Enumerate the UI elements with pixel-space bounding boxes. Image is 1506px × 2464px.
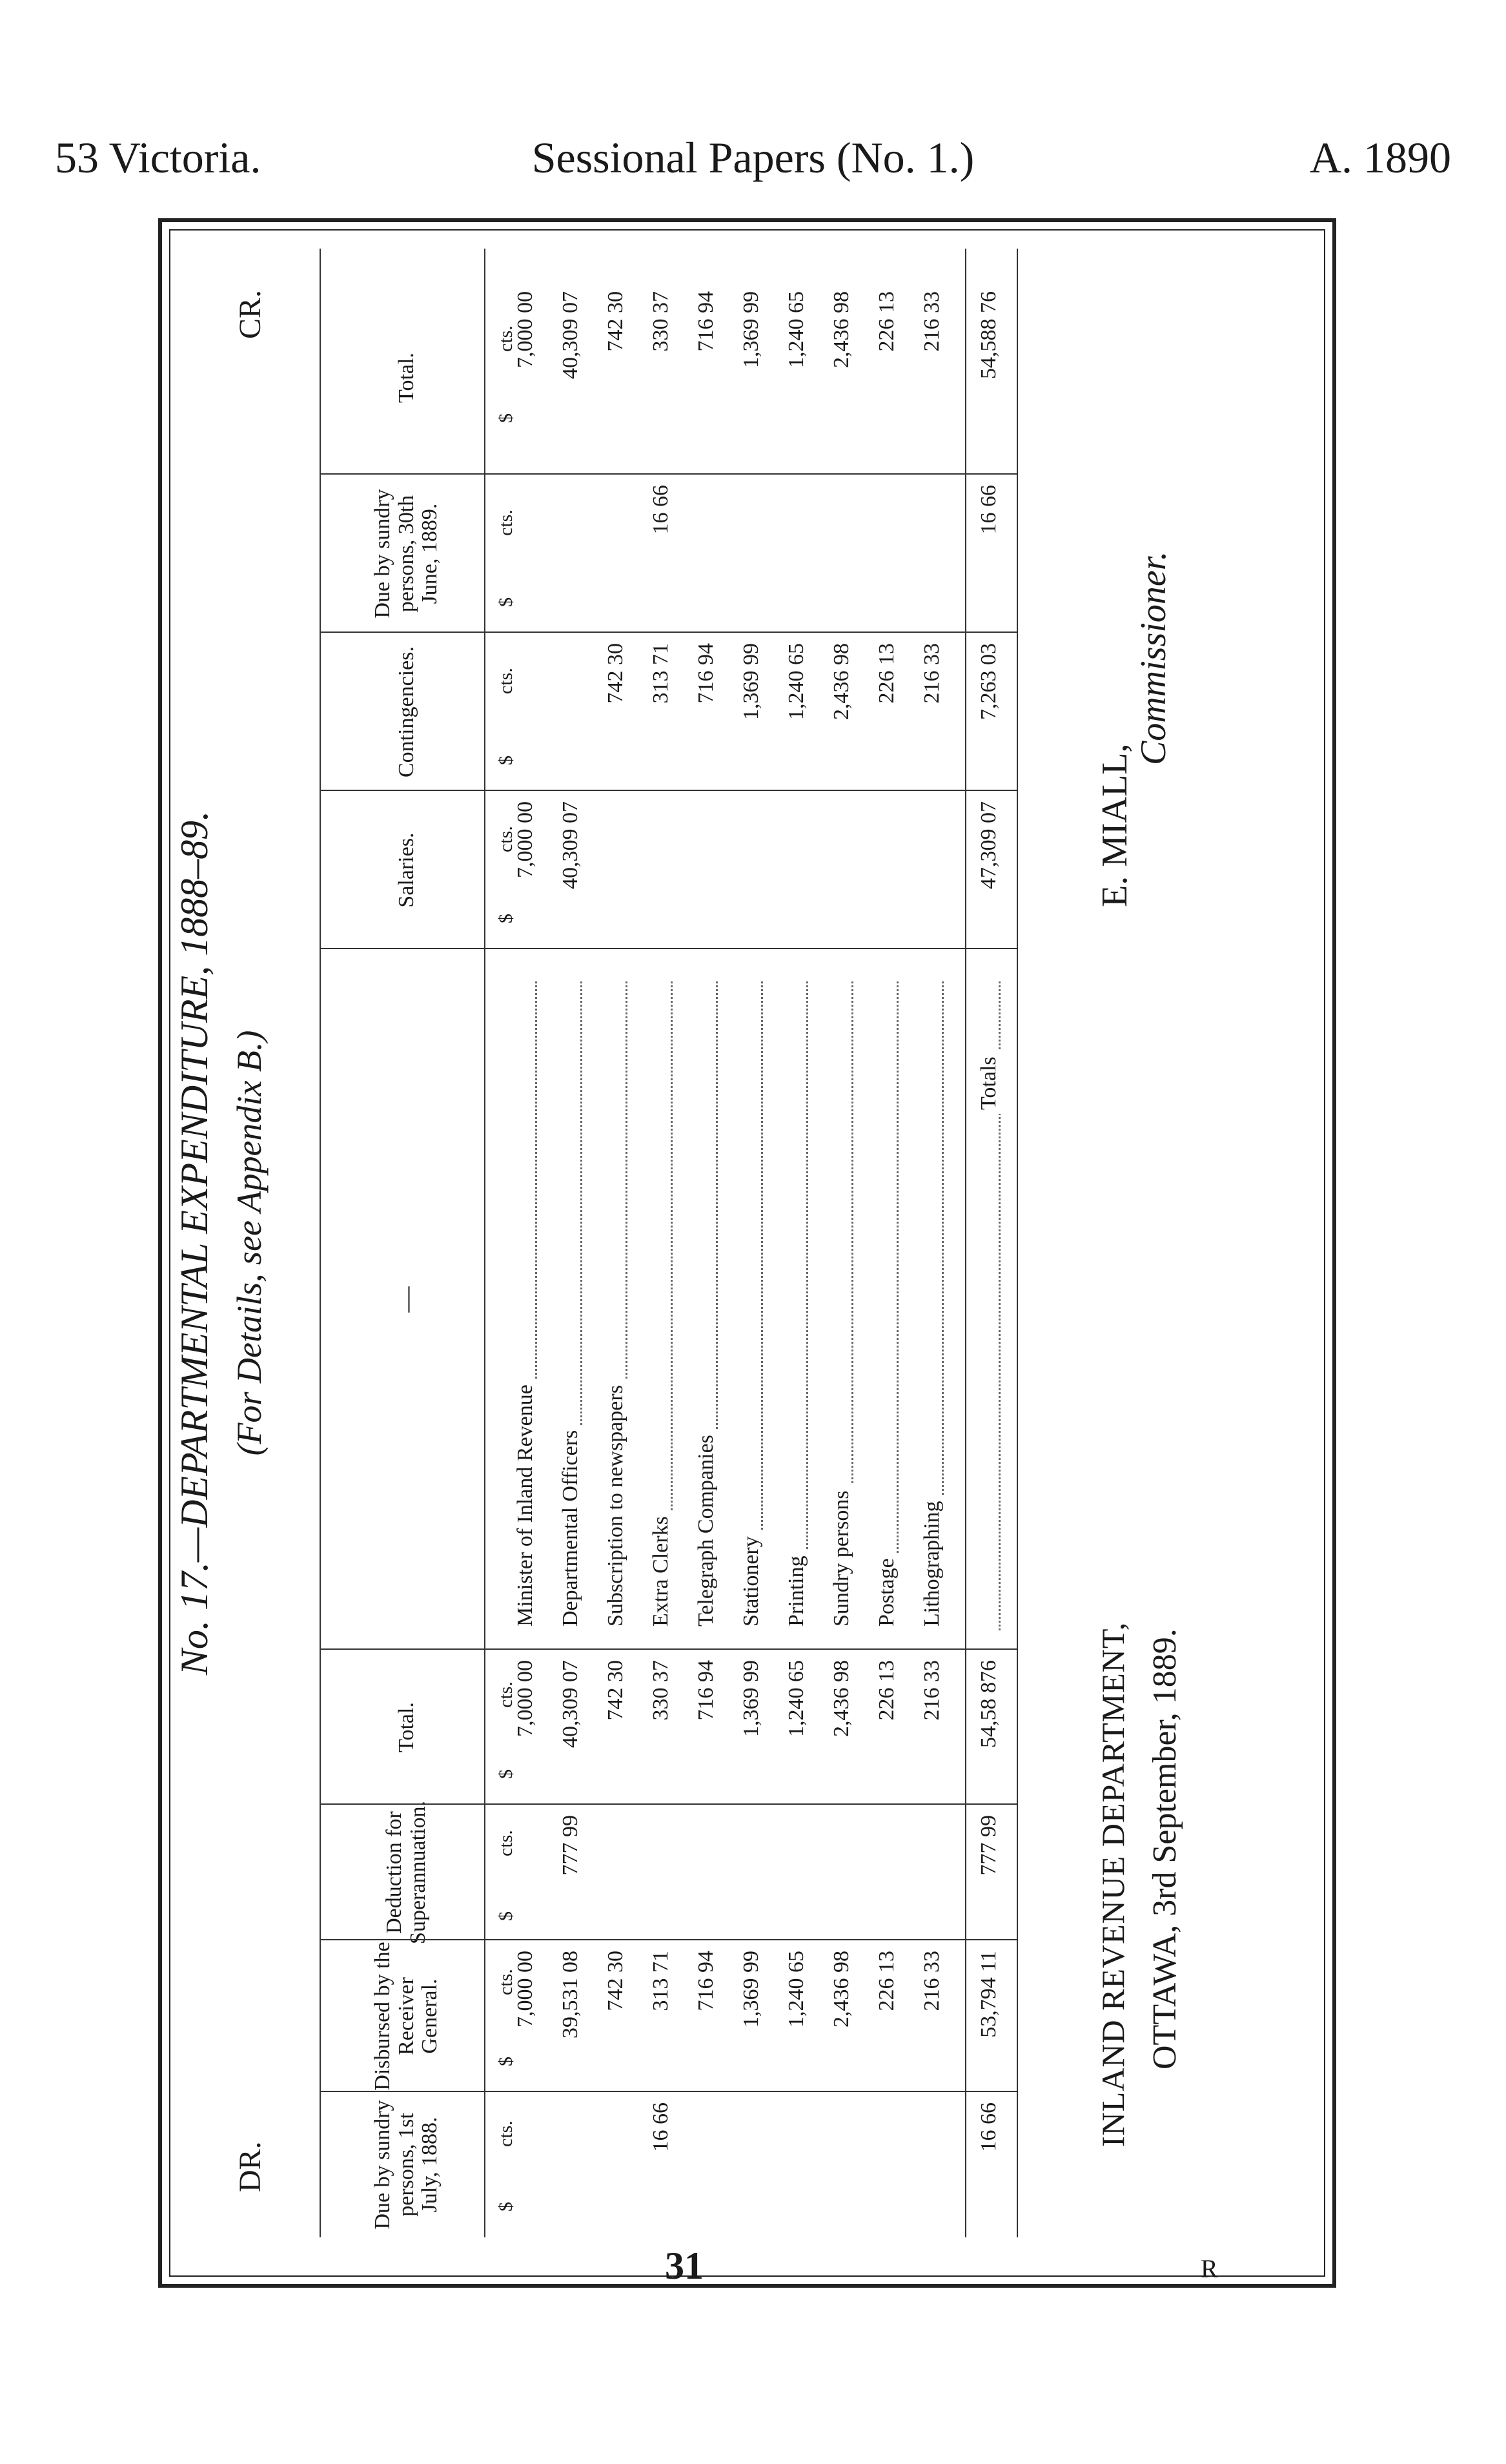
- rotated-table-page: [165, 236, 1301, 2250]
- cell-contingencies: 742 30: [604, 643, 627, 704]
- row-item-label: Sundry persons: [829, 1485, 854, 1630]
- credit-side-label: CR.: [233, 289, 267, 339]
- col-header-disbursed: Disbursed by the Receiver General.: [370, 1942, 442, 2091]
- place-and-date: OTTAWA, 3rd September, 1889.: [1146, 1628, 1183, 2069]
- department-name: INLAND REVENUE DEPARTMENT,: [1095, 1621, 1131, 2147]
- cell-total-right: 716 94: [694, 291, 718, 352]
- row-item-label: Telegraph Companies: [694, 1430, 718, 1630]
- cell-total-left: 7,000 00: [513, 1660, 537, 1737]
- cell-due-start: 16 66: [649, 2102, 673, 2152]
- expenditure-table: [320, 249, 1043, 2237]
- row-item-label: Minister of Inland Revenue: [513, 1379, 538, 1630]
- table-rule-bottom: [1017, 249, 1018, 2237]
- header-year: A. 1890: [1309, 133, 1451, 182]
- row-item-label: Printing: [784, 1550, 809, 1630]
- cell-contingencies: 226 13: [875, 643, 899, 704]
- column-rule: [320, 790, 1017, 791]
- total-cell-contingencies: 7,263 03: [977, 643, 1001, 720]
- cell-disbursed: 7,000 00: [513, 1951, 537, 2028]
- unit-cents: cts.: [495, 668, 516, 694]
- row-item-label: Departmental Officers: [558, 1425, 583, 1630]
- document-title: No. 17.—DEPARTMENTAL EXPENDITURE, 1888–89.: [173, 810, 216, 1676]
- cell-salaries: 7,000 00: [513, 801, 537, 878]
- total-cell-due-start: 16 66: [977, 2102, 1001, 2152]
- debit-side-label: DR.: [233, 2141, 267, 2192]
- cell-total-left: 226 13: [875, 1660, 899, 1721]
- column-rule: [320, 948, 1017, 949]
- unit-dollars: $: [495, 2057, 516, 2066]
- cell-total-right: 226 13: [875, 291, 899, 352]
- cell-total-left: 742 30: [604, 1660, 627, 1721]
- cell-disbursed: 2,436 98: [829, 1951, 853, 2028]
- total-cell-total-left: 54,58 876: [977, 1660, 1001, 1748]
- unit-cents: cts.: [495, 1830, 516, 1856]
- cell-total-left: 216 33: [920, 1660, 944, 1721]
- col-header-total-left: Total.: [394, 1702, 418, 1752]
- unit-cents: cts.: [495, 1969, 516, 1995]
- cell-total-left: 1,369 99: [739, 1660, 763, 1737]
- cell-contingencies: 1,240 65: [784, 643, 808, 720]
- cell-total-right: 1,369 99: [739, 291, 763, 368]
- cell-total-right: 330 37: [649, 291, 673, 352]
- col-header-total-right: Total.: [394, 353, 418, 403]
- unit-dollars: $: [495, 413, 516, 423]
- cell-contingencies: 313 71: [649, 643, 673, 704]
- cell-disbursed: 226 13: [875, 1951, 899, 2011]
- column-rule: [320, 1939, 1017, 1940]
- unit-cents: cts.: [495, 1681, 516, 1708]
- unit-dollars: $: [495, 1911, 516, 1921]
- cell-total-left: 2,436 98: [829, 1660, 853, 1737]
- unit-cents: cts.: [495, 826, 516, 852]
- totals-label: Totals: [977, 1051, 1001, 1114]
- column-rule: [320, 1648, 1017, 1650]
- total-cell-deduction: 777 99: [977, 1815, 1001, 1876]
- col-header-contingencies: Contingencies.: [394, 646, 418, 778]
- leader-dots: [897, 981, 899, 1630]
- row-item-label: Extra Clerks: [649, 1511, 673, 1630]
- row-item-label: Stationery: [739, 1531, 764, 1630]
- column-rule: [320, 2091, 1017, 2092]
- cell-total-left: 1,240 65: [784, 1660, 808, 1737]
- total-cell-due-end: 16 66: [977, 485, 1001, 535]
- unit-dollars: $: [495, 914, 516, 923]
- cell-disbursed: 216 33: [920, 1951, 944, 2011]
- total-cell-salaries: 47,309 07: [977, 801, 1001, 889]
- cell-total-left: 330 37: [649, 1660, 673, 1721]
- row-item-label: Subscription to newspapers: [604, 1380, 628, 1630]
- cell-salaries: 40,309 07: [558, 801, 582, 889]
- cell-total-right: 7,000 00: [513, 291, 537, 368]
- total-cell-disbursed: 53,794 11: [977, 1951, 1001, 2038]
- row-item-label: Lithographing: [920, 1495, 944, 1630]
- unit-cents: cts.: [495, 325, 516, 352]
- cell-total-right: 40,309 07: [558, 291, 582, 379]
- column-rule: [320, 631, 1017, 633]
- cell-disbursed: 1,369 99: [739, 1951, 763, 2028]
- unit-dollars: $: [495, 2202, 516, 2212]
- column-rule: [320, 1803, 1017, 1805]
- col-header-item: —: [392, 1286, 422, 1313]
- total-cell-total-right: 54,588 76: [977, 291, 1001, 379]
- unit-cents: cts.: [495, 509, 516, 536]
- leader-dots: [806, 981, 808, 1630]
- cell-disbursed: 39,531 08: [558, 1951, 582, 2038]
- cell-due-end: 16 66: [649, 485, 673, 535]
- cell-total-right: 2,436 98: [829, 291, 853, 368]
- header-volume: 53 Victoria.: [55, 133, 261, 182]
- header-series: Sessional Papers (No. 1.): [531, 133, 975, 182]
- cell-total-left: 716 94: [694, 1660, 718, 1721]
- unit-dollars: $: [495, 755, 516, 765]
- cell-contingencies: 716 94: [694, 643, 718, 704]
- cell-total-right: 742 30: [604, 291, 627, 352]
- cell-contingencies: 2,436 98: [829, 643, 853, 720]
- cell-contingencies: 1,369 99: [739, 643, 763, 720]
- col-header-due-start: Due by sundry persons, 1st July, 1888.: [370, 2100, 442, 2230]
- cell-disbursed: 742 30: [604, 1951, 627, 2011]
- cell-total-right: 1,240 65: [784, 291, 808, 368]
- page-number: 31: [665, 2244, 704, 2287]
- cell-total-right: 216 33: [920, 291, 944, 352]
- document-subtitle: (For Details, see Appendix B.): [230, 1030, 269, 1456]
- cell-disbursed: 1,240 65: [784, 1951, 808, 2028]
- row-item-label: Postage: [875, 1553, 899, 1630]
- cell-disbursed: 716 94: [694, 1951, 718, 2011]
- signature-mark: R: [1201, 2254, 1218, 2283]
- unit-dollars: $: [495, 1769, 516, 1779]
- signatory-name: E. MIALL,: [1095, 743, 1135, 907]
- cell-contingencies: 216 33: [920, 643, 944, 704]
- unit-cents: cts.: [495, 2120, 516, 2147]
- col-header-deduction: Deduction for Superannuation.: [382, 1801, 430, 1944]
- cell-deduction: 777 99: [558, 1815, 582, 1876]
- column-rule: [320, 473, 1017, 475]
- unit-dollars: $: [495, 597, 516, 607]
- cell-disbursed: 313 71: [649, 1951, 673, 2011]
- col-header-salaries: Salaries.: [394, 832, 418, 908]
- signatory-title: Commissioner.: [1134, 551, 1174, 765]
- col-header-due-end: Due by sundry persons, 30th June, 1889.: [370, 489, 442, 619]
- cell-total-left: 40,309 07: [558, 1660, 582, 1748]
